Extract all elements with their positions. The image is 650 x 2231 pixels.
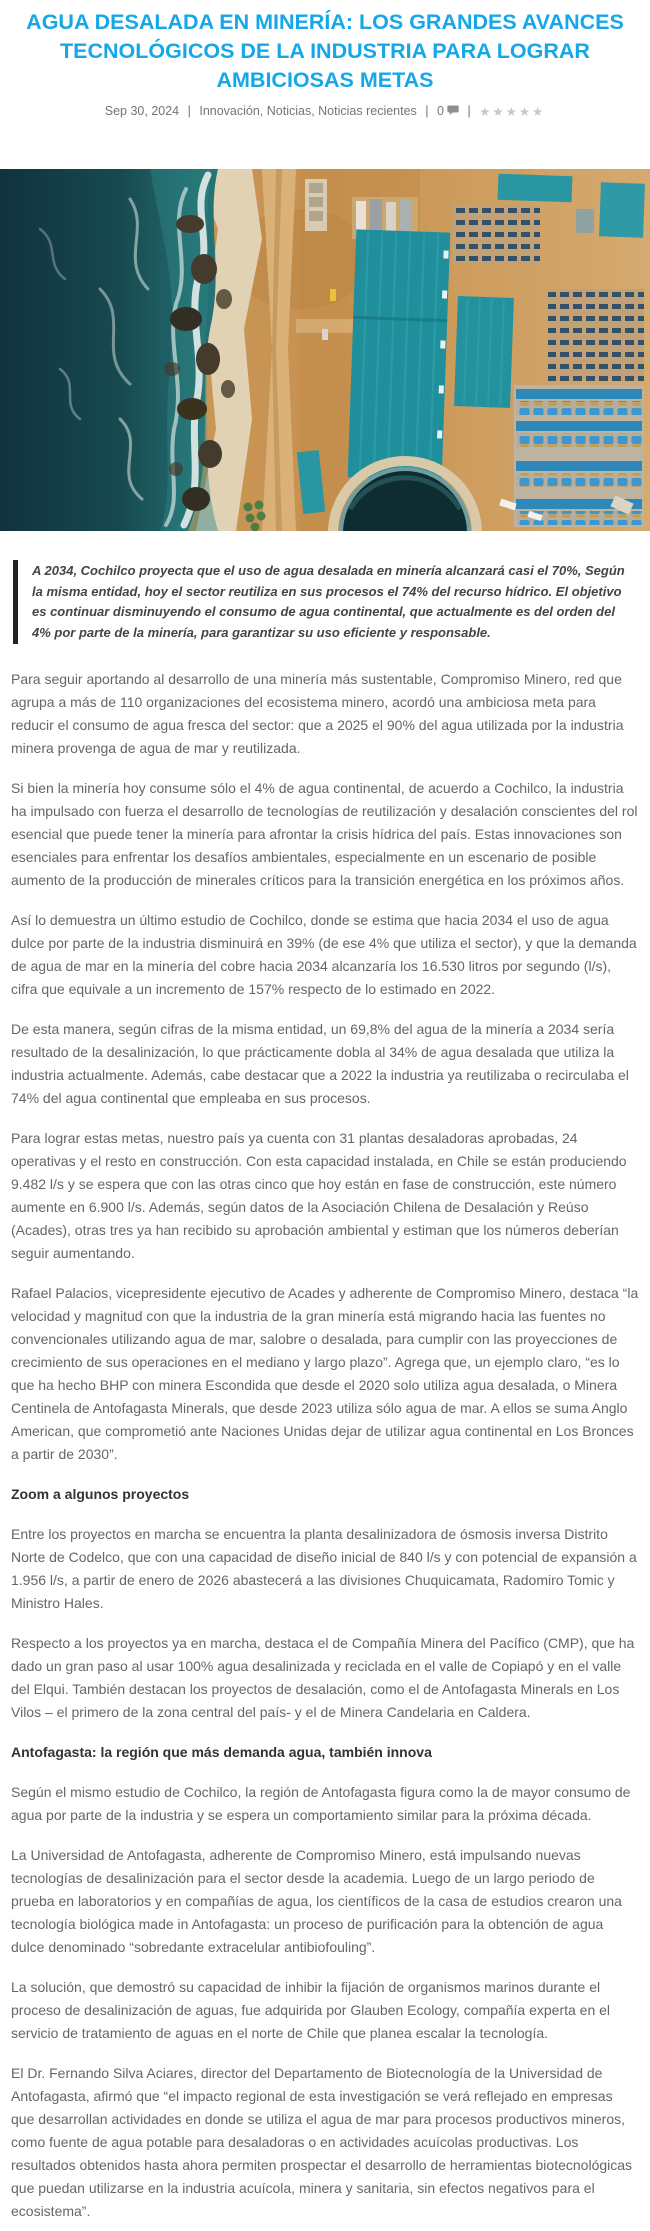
paragraph: Rafael Palacios, vicepresidente ejecutivo de Acades y adherente de Compromiso Minero, destaca “la velocidad y magnitud con que la industria de la gran minería está migrando hacia las fuentes no convencionales utilizando agua de mar, salobre o desalada, para cumplir con las proyecciones de crecimiento de sus operaciones en el mediano y largo plazo”. Agrega que, un ejemplo claro, “es lo que ha hecho BHP con minera Escondida que desde el 2020 solo utiliza agua desalada, o Minera Centinela de Antofagasta Minerals, que desde 2023 utiliza sólo agua de mar. A ellos se suma Anglo American, que comprometió ante Naciones Unidas dejar de utilizar agua continental en Los Bronces a partir de 2030”. [11,1285,639,1462]
comment-count-link[interactable] [437,104,459,118]
aerial-desalination-plant-illustration [0,169,650,531]
meta-separator: | [425,104,429,118]
paragraph: La solución, que demostró su capacidad de inhibir la fijación de organismos marinos durante el proceso de desalinización de aguas, fue adquirida por Glauben Ecology, compañía experta en el servicio de tratamiento de aguas en el norte de Chile que planea escalar la tecnología. [11,1979,611,2041]
meta-separator: | [187,104,191,118]
post-date: Sep 30, 2024 [104,104,180,118]
paragraph: De esta manera, según cifras de la misma entidad, un 69,8% del agua de la minería a 2034 sería resultado de la desalinización, lo que prácticamente dobla al 34% de agua desalada que utiliza la industria actualmente. Además, cabe destacar que a 2022 la industria ya reutilizaba o recirculaba el 74% del agua continental que empleaba en sus procesos. [11,1021,629,1106]
intro-blockquote: A 2034, Cochilco proyecta que el uso de agua desalada en minería alcanzará casi el 70%, Según la misma entidad, hoy el sector reutiliza en sus procesos el 74% del recurso hídrico. El objetivo es continuar disminuyendo el consumo de agua continental, que actualmente es del orden del 4% por parte de la minería, para garantizar su uso eficiente y responsable. [13,560,638,644]
section-heading-antofagasta: Antofagasta: la región que más demanda agua, también innova [11,1744,432,1760]
comment-count: 0 [437,104,444,118]
paragraph: Entre los proyectos en marcha se encuentra la planta desalinizadora de ósmosis inversa Distrito Norte de Codelco, que con una capacidad de diseño inicial de 840 l/s y con potencial de expansión a 1.956 l/s, a partir de enero de 2026 abastecerá a las divisiones Chuquicamata, Radomiro Tomic y Ministro Hales. [11,1526,637,1611]
section-heading-zoom-proyectos: Zoom a algunos proyectos [11,1486,190,1502]
comment-bubble-icon [447,104,459,120]
paragraph: Si bien la minería hoy consume sólo el 4% de agua continental, de acuerdo a Cochilco, la industria ha impulsado con fuerza el desarrollo de tecnologías de reutilización y desalación conscientes del rol esencial que puede tener la minería para afrontar la crisis hídrica del país. Estas innovaciones son esenciales para enfrentar los desafíos ambientales, especialmente en un escenario de posible aumento de la producción de minerales críticos para la transición energética en los próximos años. [11,780,638,888]
page-title: AGUA DESALADA EN MINERÍA: LOS GRANDES AVANCES TECNOLÓGICOS DE LA INDUSTRIA PARA LOGRAR AMBICIOSAS METAS [26,10,624,92]
paragraph: El Dr. Fernando Silva Aciares, director del Departamento de Biotecnología de la Universidad de Antofagasta, afirmó que “el impacto regional de esta investigación se verá reflejado en empresas que desarrollan actividades en donde se utiliza el agua de mar para procesos productivos mineros, como fuente de agua potable para desaladoras o en actividades acuícolas productivas. Los resultados obtenidos hasta ahora permiten prospectar el desarrollo de herramientas biotecnológicas que puedan utilizarse en la industria acuícola, minera y sanitaria, sin efectos negativos para el ecosistema”. [11,2065,633,2219]
paragraph: Para lograr estas metas, nuestro país ya cuenta con 31 plantas desaladoras aprobadas, 24 operativas y el resto en construcción. Con esta capacidad instalada, en Chile se están produciendo 9.482 l/s y se espera que con las otras cinco que hoy están en fase de construcción, este número aumente en 6.900 l/s. Además, según datos de la Asociación Chilena de Desalación y Reúso (Acades), otras tres ya han recibido su aprobación ambiental y estiman que los números deberían seguir aumentando. [11,1130,627,1261]
paragraph: La Universidad de Antofagasta, adherente de Compromiso Minero, está impulsando nuevas tecnologías de desalinización para el sector desde la academia. Luego de un largo periodo de prueba en laboratorios y en compañías de agua, los científicos de la casa de estudios crearon una tecnología biológica made in Antofagasta: un proceso de purificación para la obtención de agua dulce denominado “sobredante extracelular antibiofouling”. [11,1847,622,1955]
post-categories-links[interactable]: Innovación, Noticias, Noticias recientes [199,104,417,118]
rating-stars[interactable]: ★★★★★ [479,105,546,119]
meta-separator: | [467,104,471,118]
paragraph: Así lo demuestra un último estudio de Cochilco, donde se estima que hacia 2034 el uso de agua dulce por parte de la industria disminuirá en 39% (de ese 4% que utiliza el sector), y que la demanda de agua de mar en la minería del cobre hacia 2034 alcanzaría los 16.530 litros por segundo (l/s), cifra que equivale a un incremento de 157% respecto de lo estimado en 2022. [11,912,637,997]
hero-image [0,169,650,531]
article-body [0,668,650,2223]
paragraph: Según el mismo estudio de Cochilco, la región de Antofagasta figura como la de mayor consumo de agua por parte de la industria y se espera un comportamiento similar para la próxima década. [11,1784,631,1823]
blog-post [0,8,650,2223]
post-meta [0,103,650,120]
paragraph: Respecto a los proyectos ya en marcha, destaca el de Compañía Minera del Pacífico (CMP), que ha dado un gran paso al usar 100% agua desalinizada y reciclada en el valle de Copiapó y en el valle del Elqui. También destacan los proyectos de desalación, como el de Antofagasta Minerals en Los Vilos – el primero de la zona central del país- y el de Minera Candelaria en Caldera. [11,1635,635,1720]
paragraph: Para seguir aportando al desarrollo de una minería más sustentable, Compromiso Minero, red que agrupa a más de 110 organizaciones del ecosistema minero, acordó una ambiciosa meta para reducir el consumo de agua fresca del sector: que a 2025 el 90% del agua utilizada por la industria minera provenga de agua de mar y reutilizada. [11,671,624,756]
